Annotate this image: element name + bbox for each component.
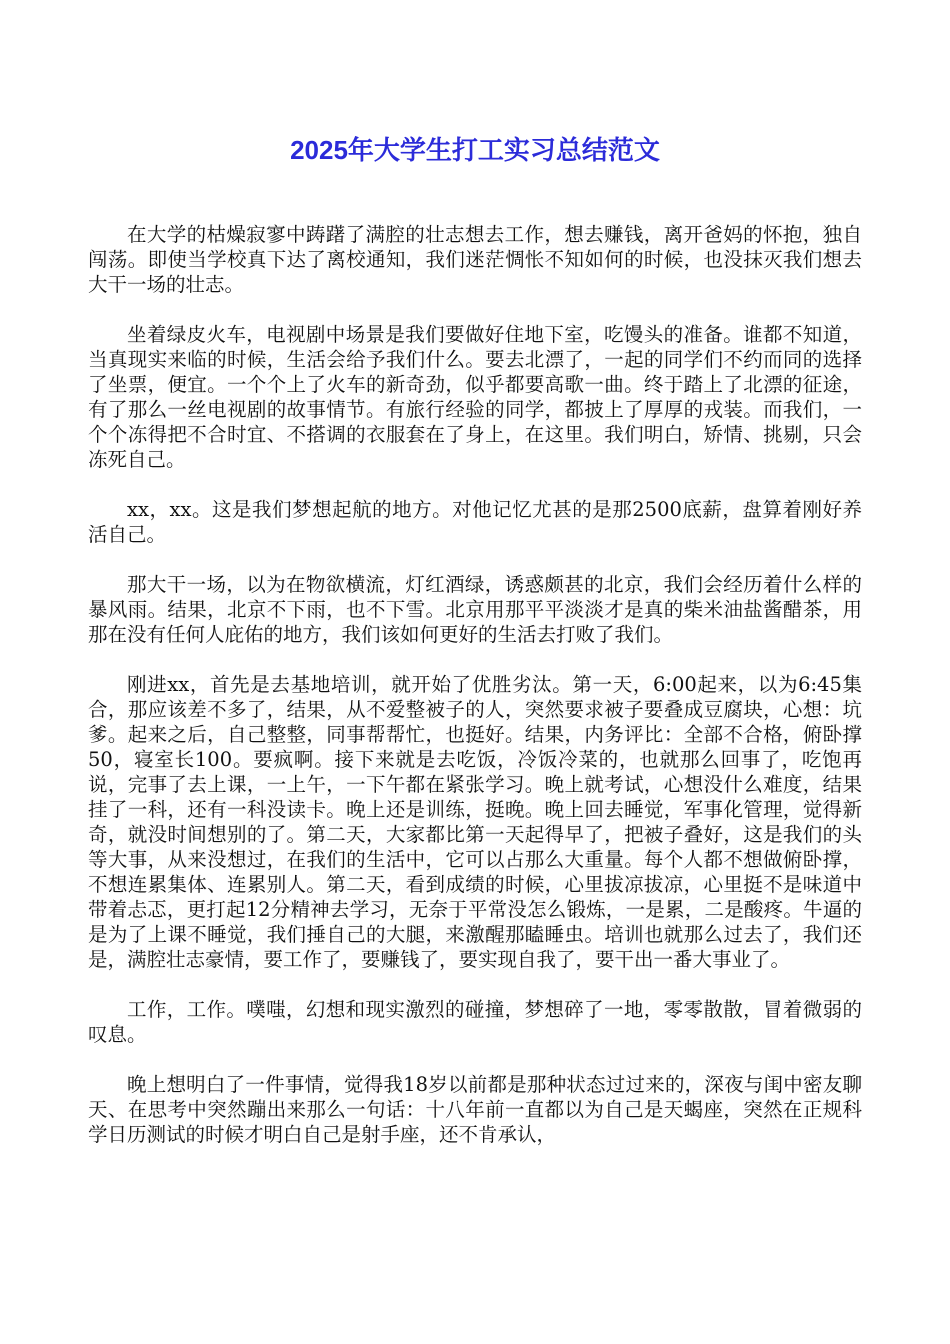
paragraph: 坐着绿皮火车，电视剧中场景是我们要做好住地下室，吃馒头的准备。谁都不知道，当真现实来临的时候，生活会给予我们什么。要去北漂了，一起的同学们不约而同的选择了坐票，便宜。一个个上了火车的新奇劲，似乎都要高歌一曲。终于踏上了北漂的征途，有了那么一丝电视剧的故事情节。有旅行经验的同学，都披上了厚厚的戎装。而我们，一个个冻得把不合时宜、不搭调的衣服套在了身上，在这里。我们明白，矫情、挑剔，只会冻死自己。: [88, 323, 862, 471]
paragraph: 刚进xx，首先是去基地培训，就开始了优胜劣汰。第一天，6:00起来，以为6:45集合，那应该差不多了，结果，从不爱整被子的人，突然要求被子要叠成豆腐块，心想：坑爹。起来之后，自己整整，同事帮帮忙，也挺好。结果，内务评比：全部不合格，俯卧撑50，寝室长100。要疯啊。接下来就是去吃饭，冷饭冷菜的，也就那么回事了，吃饱再说，完事了去上课，一上午，一下午都在紧张学习。晚上就考试，心想没什么难度，结果挂了一科，还有一科没读卡。晚上还是训练，挺晚。晚上回去睡觉，军事化管理，觉得新奇，就没时间想别的了。第二天，大家都比第一天起得早了，把被子叠好，这是我们的头等大事，从来没想过，在我们的生活中，它可以占那么大重量。每个人都不想做俯卧撑，不想连累集体、连累别人。第二天，看到成绩的时候，心里拔凉拔凉，心里挺不是味道中带着忐忑，更打起12分精神去学习，无奈于平常没怎么锻炼，一是累，二是酸疼。牛逼的是为了上课不睡觉，我们捶自己的大腿，来激醒那瞌睡虫。培训也就那么过去了，我们还是，满腔壮志豪情，要工作了，要赚钱了，要实现自我了，要干出一番大事业了。: [88, 673, 862, 971]
document-title: 2025年大学生打工实习总结范文: [290, 135, 660, 165]
paragraph: 那大干一场，以为在物欲横流，灯红酒绿，诱惑颇甚的北京，我们会经历着什么样的暴风雨。结果，北京不下雨，也不下雪。北京用那平平淡淡才是真的柴米油盐酱醋茶，用那在没有任何人庇佑的地方，我们该如何更好的生活去打败了我们。: [88, 573, 862, 646]
document-body: [88, 222, 862, 1172]
paragraph: 晚上想明白了一件事情，觉得我18岁以前都是那种状态过过来的，深夜与闺中密友聊天、在思考中突然蹦出来那么一句话：十八年前一直都以为自己是天蝎座，突然在正规科学日历测试的时候才明白自己是射手座，还不肯承认，: [88, 1073, 862, 1146]
paragraph: 工作，工作。噗嗤，幻想和现实激烈的碰撞，梦想碎了一地，零零散散，冒着微弱的叹息。: [88, 998, 862, 1046]
paragraph: xx，xx。这是我们梦想起航的地方。对他记忆尤甚的是那2500底薪，盘算着刚好养活自己。: [88, 498, 862, 546]
paragraph: 在大学的枯燥寂寥中踌躇了满腔的壮志想去工作，想去赚钱，离开爸妈的怀抱，独自闯荡。即使当学校真下达了离校通知，我们迷茫惆怅不知如何的时候，也没抹灭我们想去大干一场的壮志。: [88, 223, 862, 296]
